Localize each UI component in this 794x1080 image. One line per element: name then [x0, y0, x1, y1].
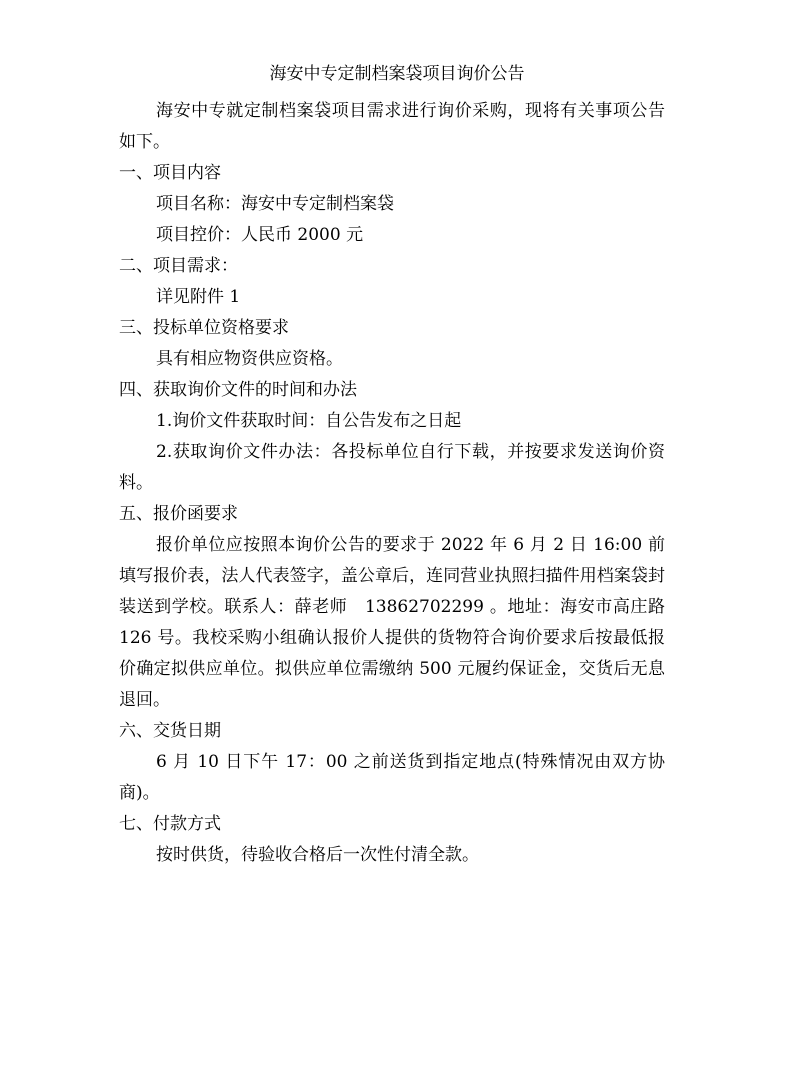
section-1-heading: 一、项目内容	[119, 163, 221, 183]
section-7-text: 按时供货，待验收合格后一次性付清全款。	[156, 845, 479, 865]
section-6-text: 6 月 10 日下午 17：00 之前送货到指定地点(特殊情况由双方协商)。	[119, 752, 665, 803]
project-price: 项目控价：人民币 2000 元	[156, 225, 364, 245]
section-3-heading: 三、投标单位资格要求	[119, 318, 289, 338]
document-title: 海安中专定制档案袋项目询价公告	[269, 64, 525, 84]
intro-paragraph: 海安中专就定制档案袋项目需求进行询价采购，现将有关事项公告如下。	[119, 101, 665, 152]
section-3-text: 具有相应物资供应资格。	[156, 349, 343, 369]
section-4-heading: 四、获取询价文件的时间和办法	[119, 380, 357, 400]
section-2-heading: 二、项目需求：	[119, 256, 238, 276]
section-6-heading: 六、交货日期	[119, 721, 221, 741]
section-4-item-1: 1.询价文件获取时间：自公告发布之日起	[156, 411, 462, 431]
section-5-text: 报价单位应按照本询价公告的要求于 2022 年 6 月 2 日 16:00 前填写报价表，法人代表签字，盖公章后，连同营业执照扫描件用档案袋封装送到学校。联系人：薛老师 13862702299 。地址：海安市高庄路 126 号。我校采购小组确认报价人提供的货物符合询价要求后按最低报价确定拟供应单位。拟供应单位需缴纳 500 元履约保证金，交货后无息退回。	[119, 535, 665, 710]
section-4-item-2: 2.获取询价文件办法：各投标单位自行下载，并按要求发送询价资料。	[119, 442, 665, 493]
project-name: 项目名称：海安中专定制档案袋	[156, 194, 394, 214]
section-7-heading: 七、付款方式	[119, 814, 221, 834]
section-2-text: 详见附件 1	[156, 287, 241, 307]
document-body	[119, 96, 665, 871]
section-5-heading: 五、报价函要求	[119, 504, 238, 524]
